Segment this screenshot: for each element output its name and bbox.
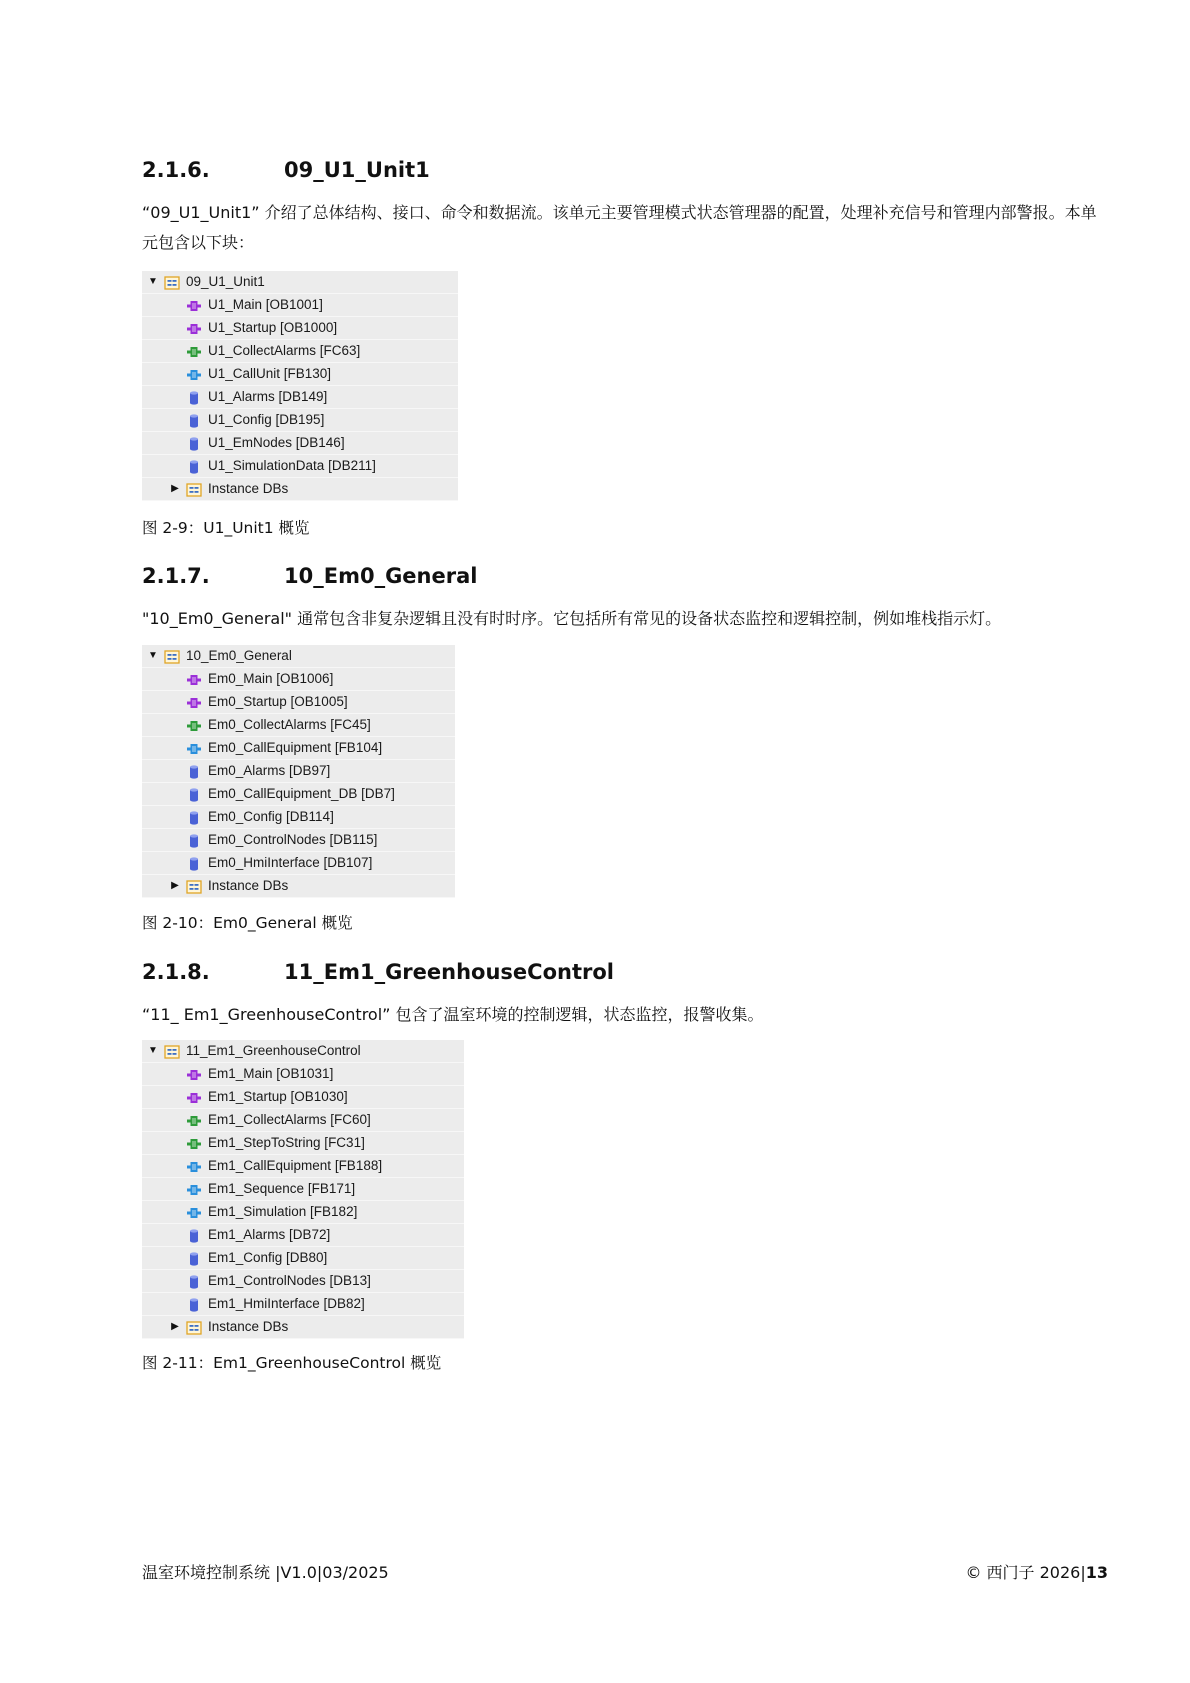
- tree-item[interactable]: [142, 691, 455, 714]
- tree-item-label: Instance DBs: [208, 481, 289, 496]
- tree-item[interactable]: [142, 852, 455, 875]
- tree-item-label: 10_Em0_General: [186, 648, 292, 663]
- footer-right: [965, 1560, 1108, 1583]
- tree-item[interactable]: [142, 1293, 464, 1316]
- tree-item-label: U1_SimulationData [DB211]: [208, 458, 376, 473]
- figure-caption: 图 2-11：Em1_GreenhouseControl 概览: [142, 1354, 442, 1372]
- tree-item-label: Em0_Main [OB1006]: [208, 671, 334, 686]
- tree-item-label: U1_Startup [OB1000]: [208, 320, 338, 335]
- tree-root-folder[interactable]: [142, 271, 458, 294]
- fb-block-icon: [186, 741, 202, 755]
- db-block-icon: [186, 413, 202, 427]
- tree-item-label: Em1_Alarms [DB72]: [208, 1227, 331, 1242]
- tree-item-label: Em1_ControlNodes [DB13]: [208, 1273, 371, 1288]
- tree-item[interactable]: [142, 1109, 464, 1132]
- tree-item[interactable]: [142, 409, 458, 432]
- tree-item-label: U1_Alarms [DB149]: [208, 389, 328, 404]
- tree-item-label: U1_EmNodes [DB146]: [208, 435, 345, 450]
- tree-item-label: Em0_Config [DB114]: [208, 809, 334, 824]
- tree-item[interactable]: [142, 1224, 464, 1247]
- section-number: 2.1.7.: [142, 564, 210, 588]
- tree-item[interactable]: [142, 1063, 464, 1086]
- tree-item[interactable]: [142, 340, 458, 363]
- collapsed-arrow-icon[interactable]: ▶: [171, 483, 179, 494]
- folder-icon: [186, 1320, 202, 1334]
- folder-icon: [186, 879, 202, 893]
- tree-item-label: 11_Em1_GreenhouseControl: [186, 1043, 361, 1058]
- expanded-arrow-icon[interactable]: ▼: [148, 276, 158, 287]
- db-block-icon: [186, 459, 202, 473]
- project-tree-em0-general: [142, 645, 455, 898]
- db-block-icon: [186, 1274, 202, 1288]
- db-block-icon: [186, 810, 202, 824]
- tree-item-label: Em1_Simulation [FB182]: [208, 1204, 358, 1219]
- tree-item[interactable]: [142, 760, 455, 783]
- ob-block-icon: [186, 321, 202, 335]
- tree-item[interactable]: [142, 1086, 464, 1109]
- tree-item[interactable]: [142, 294, 458, 317]
- tree-item-label: U1_CollectAlarms [FC63]: [208, 343, 361, 358]
- tree-item-label: Em0_Alarms [DB97]: [208, 763, 331, 778]
- tree-item[interactable]: [142, 1247, 464, 1270]
- folder-icon: [164, 649, 180, 663]
- tree-item[interactable]: [142, 1201, 464, 1224]
- tree-item-label: Em1_Config [DB80]: [208, 1250, 328, 1265]
- figure-caption: 图 2-9：U1_Unit1 概览: [142, 519, 310, 537]
- tree-item[interactable]: [142, 386, 458, 409]
- fc-block-icon: [186, 344, 202, 358]
- tree-item[interactable]: [142, 455, 458, 478]
- tree-root-folder[interactable]: [142, 645, 455, 668]
- tree-item-label: Em1_CollectAlarms [FC60]: [208, 1112, 371, 1127]
- tree-item[interactable]: [142, 714, 455, 737]
- tree-folder-instance-dbs[interactable]: [142, 478, 458, 501]
- tree-item[interactable]: [142, 668, 455, 691]
- fb-block-icon: [186, 1205, 202, 1219]
- tree-folder-instance-dbs[interactable]: [142, 1316, 464, 1339]
- db-block-icon: [186, 436, 202, 450]
- tree-item-label: Em0_HmiInterface [DB107]: [208, 855, 373, 870]
- tree-item[interactable]: [142, 363, 458, 386]
- db-block-icon: [186, 390, 202, 404]
- collapsed-arrow-icon[interactable]: ▶: [171, 880, 179, 891]
- figure-caption: 图 2-10：Em0_General 概览: [142, 914, 353, 932]
- tree-item-label: Em0_CollectAlarms [FC45]: [208, 717, 371, 732]
- section-paragraph: “09_U1_Unit1” 介绍了总体结构、接口、命令和数据流。该单元主要管理模式状态管理器的配置，处理补充信号和管理内部警报。本单元包含以下块：: [142, 203, 1097, 252]
- ob-block-icon: [186, 298, 202, 312]
- project-tree-em1-greenhousecontrol: [142, 1040, 464, 1339]
- ob-block-icon: [186, 1090, 202, 1104]
- section-paragraph: “11_ Em1_GreenhouseControl” 包含了温室环境的控制逻辑，状态监控，报警收集。: [142, 1005, 764, 1024]
- ob-block-icon: [186, 1067, 202, 1081]
- tree-item-label: Instance DBs: [208, 1319, 289, 1334]
- db-block-icon: [186, 856, 202, 870]
- tree-item[interactable]: [142, 317, 458, 340]
- ob-block-icon: [186, 695, 202, 709]
- db-block-icon: [186, 764, 202, 778]
- tree-item-label: Em1_Startup [OB1030]: [208, 1089, 348, 1104]
- folder-icon: [164, 1044, 180, 1058]
- tree-item[interactable]: [142, 432, 458, 455]
- tree-folder-instance-dbs[interactable]: [142, 875, 455, 898]
- footer-left: 温室环境控制系统 |V1.0|03/2025: [142, 1563, 389, 1582]
- tree-item-label: Em1_Main [OB1031]: [208, 1066, 334, 1081]
- tree-item[interactable]: [142, 806, 455, 829]
- section-heading: [142, 564, 477, 588]
- tree-item-label: U1_CallUnit [FB130]: [208, 366, 332, 381]
- tree-item-label: U1_Config [DB195]: [208, 412, 325, 427]
- fc-block-icon: [186, 1113, 202, 1127]
- section-number: 2.1.8.: [142, 960, 210, 984]
- tree-item-label: Em0_Startup [OB1005]: [208, 694, 348, 709]
- section-title: 11_Em1_GreenhouseControl: [284, 960, 614, 984]
- db-block-icon: [186, 1297, 202, 1311]
- page-number: 13: [1085, 1563, 1108, 1582]
- ob-block-icon: [186, 672, 202, 686]
- footer-copyright: © 西门子 2026|: [965, 1563, 1086, 1582]
- section-title: 09_U1_Unit1: [284, 158, 430, 182]
- section-title: 10_Em0_General: [284, 564, 478, 588]
- fb-block-icon: [186, 1159, 202, 1173]
- tree-item-label: Em1_CallEquipment [FB188]: [208, 1158, 383, 1173]
- expanded-arrow-icon[interactable]: ▼: [148, 1045, 158, 1056]
- fb-block-icon: [186, 367, 202, 381]
- tree-item-label: Em1_HmiInterface [DB82]: [208, 1296, 365, 1311]
- db-block-icon: [186, 1228, 202, 1242]
- section-number: 2.1.6.: [142, 158, 210, 182]
- tree-item[interactable]: [142, 829, 455, 852]
- folder-icon: [186, 482, 202, 496]
- tree-item[interactable]: [142, 1132, 464, 1155]
- tree-item-label: Em0_CallEquipment_DB [DB7]: [208, 786, 395, 801]
- tree-item[interactable]: [142, 783, 455, 806]
- tree-item-label: 09_U1_Unit1: [186, 274, 265, 289]
- expanded-arrow-icon[interactable]: ▼: [148, 650, 158, 661]
- db-block-icon: [186, 833, 202, 847]
- tree-item-label: Em0_CallEquipment [FB104]: [208, 740, 383, 755]
- db-block-icon: [186, 1251, 202, 1265]
- tree-item[interactable]: [142, 1155, 464, 1178]
- tree-item-label: Em0_ControlNodes [DB115]: [208, 832, 378, 847]
- tree-item-label: U1_Main [OB1001]: [208, 297, 323, 312]
- db-block-icon: [186, 787, 202, 801]
- fc-block-icon: [186, 1136, 202, 1150]
- tree-item-label: Em1_StepToString [FC31]: [208, 1135, 365, 1150]
- folder-icon: [164, 275, 180, 289]
- tree-item[interactable]: [142, 1178, 464, 1201]
- section-paragraph: "10_Em0_General" 通常包含非复杂逻辑且没有时时序。它包括所有常见的设备状态监控和逻辑控制，例如堆栈指示灯。: [142, 609, 1002, 628]
- collapsed-arrow-icon[interactable]: ▶: [171, 1321, 179, 1332]
- tree-item-label: Instance DBs: [208, 878, 289, 893]
- tree-root-folder[interactable]: [142, 1040, 464, 1063]
- tree-item[interactable]: [142, 1270, 464, 1293]
- project-tree-u1-unit1: [142, 271, 458, 501]
- section-heading: [142, 960, 614, 984]
- tree-item-label: Em1_Sequence [FB171]: [208, 1181, 356, 1196]
- tree-item[interactable]: [142, 737, 455, 760]
- fc-block-icon: [186, 718, 202, 732]
- fb-block-icon: [186, 1182, 202, 1196]
- section-heading: [142, 158, 430, 182]
